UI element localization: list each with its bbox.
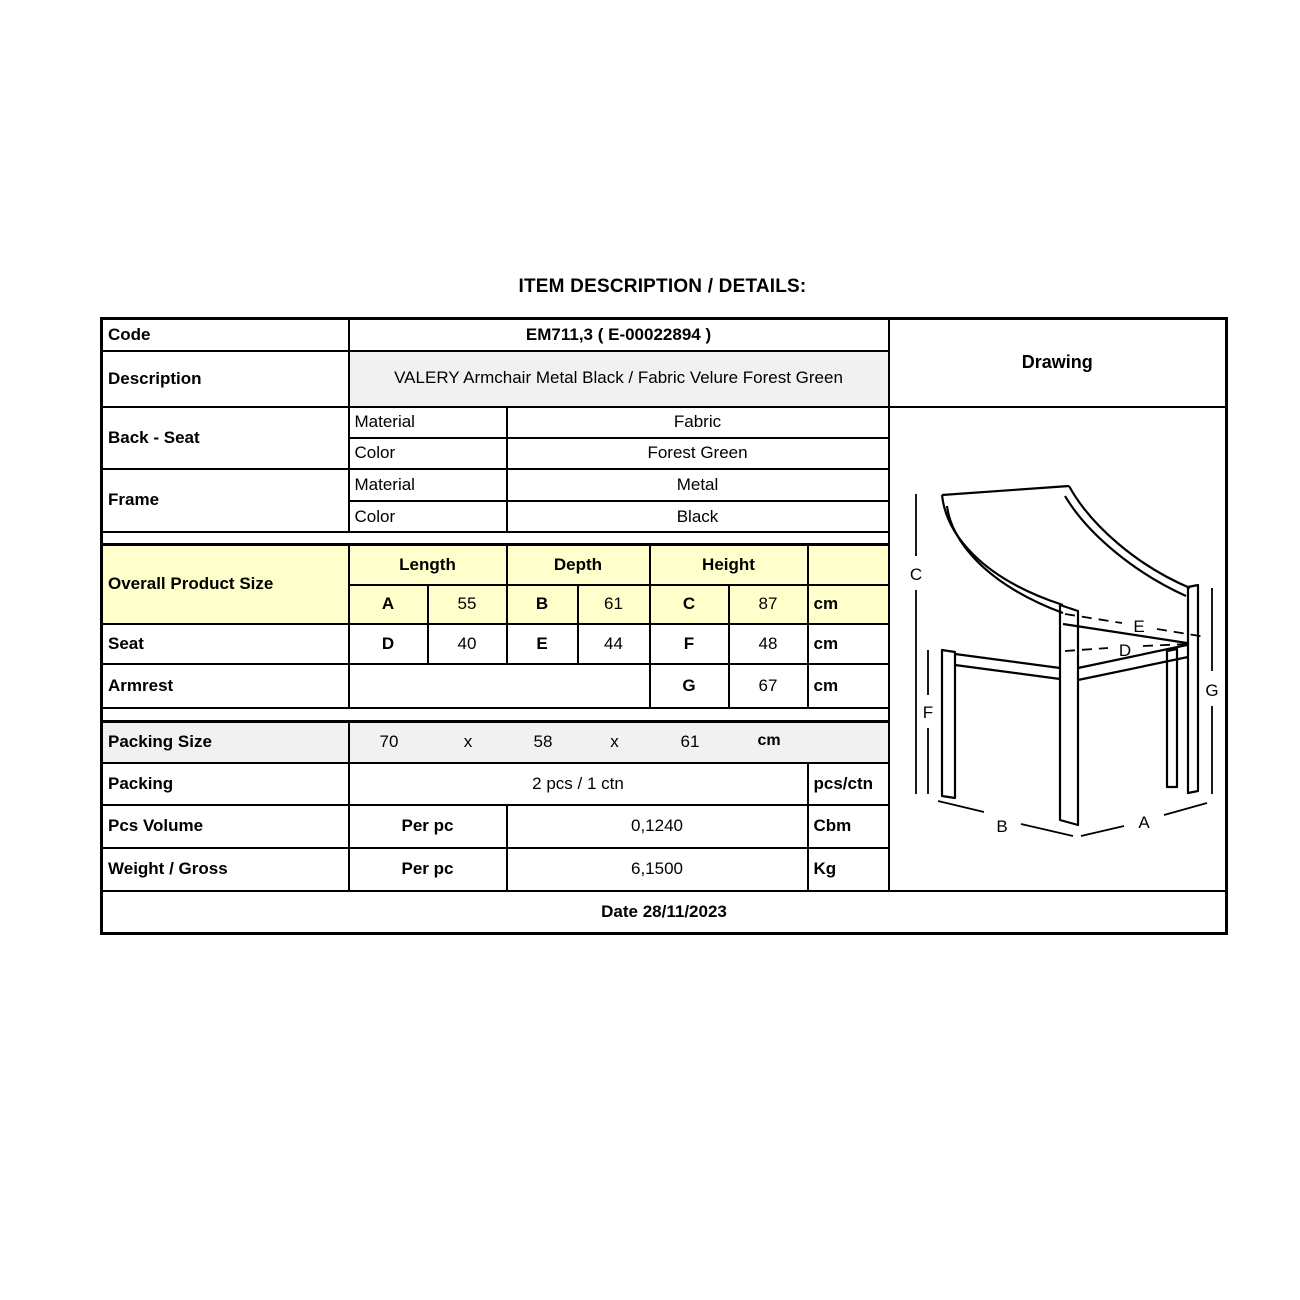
back-seat-color-label: Color	[349, 438, 507, 469]
overall-dim-c-key: C	[650, 585, 729, 624]
weight-label: Weight / Gross	[102, 848, 349, 891]
packing-size-label: Packing Size	[102, 722, 349, 763]
code-label: Code	[102, 319, 349, 351]
dim-label-a: A	[1137, 812, 1150, 832]
frame-color-value: Black	[507, 501, 889, 532]
spec-table	[100, 317, 1228, 935]
dim-label-b: B	[995, 816, 1008, 836]
weight-unit: Kg	[808, 848, 889, 891]
seat-dim-d-key: D	[349, 624, 428, 664]
overall-dim-a-value: 55	[428, 585, 507, 624]
back-seat-material-value: Fabric	[507, 407, 889, 438]
packing-size-values	[349, 722, 889, 763]
packing-size-x1: x	[463, 732, 473, 752]
packing-label: Packing	[102, 763, 349, 805]
armrest-dim-g-value: 67	[729, 664, 808, 708]
frame-label: Frame	[102, 469, 349, 533]
date-row: Date 28/11/2023	[102, 891, 1227, 934]
dim-label-f: F	[922, 702, 933, 722]
overall-dim-b-key: B	[507, 585, 578, 624]
dim-label-g: G	[1204, 680, 1219, 700]
overall-dim-b-value: 61	[578, 585, 650, 624]
description-label: Description	[102, 351, 349, 407]
armrest-label: Armrest	[102, 664, 349, 708]
packing-value: 2 pcs / 1 ctn	[349, 763, 808, 805]
seat-dim-e-key: E	[507, 624, 578, 664]
armrest-unit: cm	[808, 664, 889, 708]
armrest-blank	[349, 664, 650, 708]
depth-header: Depth	[507, 544, 650, 585]
packing-size-width: 58	[533, 732, 553, 752]
drawing-header: Drawing	[889, 319, 1227, 407]
dim-label-e: E	[1132, 616, 1145, 636]
frame-material-label: Material	[349, 469, 507, 502]
chair-drawing-cell	[889, 407, 1227, 891]
packing-size-length: 70	[379, 732, 399, 752]
packing-unit: pcs/ctn	[808, 763, 889, 805]
overall-dim-c-value: 87	[729, 585, 808, 624]
overall-unit: cm	[808, 585, 889, 624]
seat-dim-d-value: 40	[428, 624, 507, 664]
pcs-volume-unit: Cbm	[808, 805, 889, 848]
seat-label: Seat	[102, 624, 349, 664]
frame-color-label: Color	[349, 501, 507, 532]
chair-drawing	[895, 408, 1227, 885]
frame-material-value: Metal	[507, 469, 889, 502]
code-value: EM711,3 ( E-00022894 )	[349, 319, 889, 351]
weight-value: 6,1500	[507, 848, 808, 891]
back-seat-label: Back - Seat	[102, 407, 349, 469]
pcs-volume-per: Per pc	[349, 805, 507, 848]
packing-size-height: 61	[680, 732, 700, 752]
weight-per: Per pc	[349, 848, 507, 891]
page-title: ITEM DESCRIPTION / DETAILS:	[518, 276, 807, 297]
back-seat-color-value: Forest Green	[507, 438, 889, 469]
seat-dim-e-value: 44	[578, 624, 650, 664]
overall-dim-a-key: A	[349, 585, 428, 624]
dim-label-d: D	[1118, 640, 1131, 660]
spacer-row	[102, 532, 889, 544]
seat-dim-f-value: 48	[729, 624, 808, 664]
height-header: Height	[650, 544, 808, 585]
pcs-volume-value: 0,1240	[507, 805, 808, 848]
pcs-volume-label: Pcs Volume	[102, 805, 349, 848]
packing-size-x2: x	[610, 732, 619, 752]
dim-label-c: C	[909, 564, 922, 584]
size-header-blank	[808, 544, 889, 585]
seat-unit: cm	[808, 624, 889, 664]
seat-dim-f-key: F	[650, 624, 729, 664]
overall-size-label: Overall Product Size	[102, 544, 349, 624]
back-seat-material-label: Material	[349, 407, 507, 438]
length-header: Length	[349, 544, 507, 585]
packing-size-unit: cm	[757, 732, 781, 750]
armrest-dim-g-key: G	[650, 664, 729, 708]
description-value: VALERY Armchair Metal Black / Fabric Velure Forest Green	[349, 351, 889, 407]
spacer-row	[102, 708, 889, 722]
